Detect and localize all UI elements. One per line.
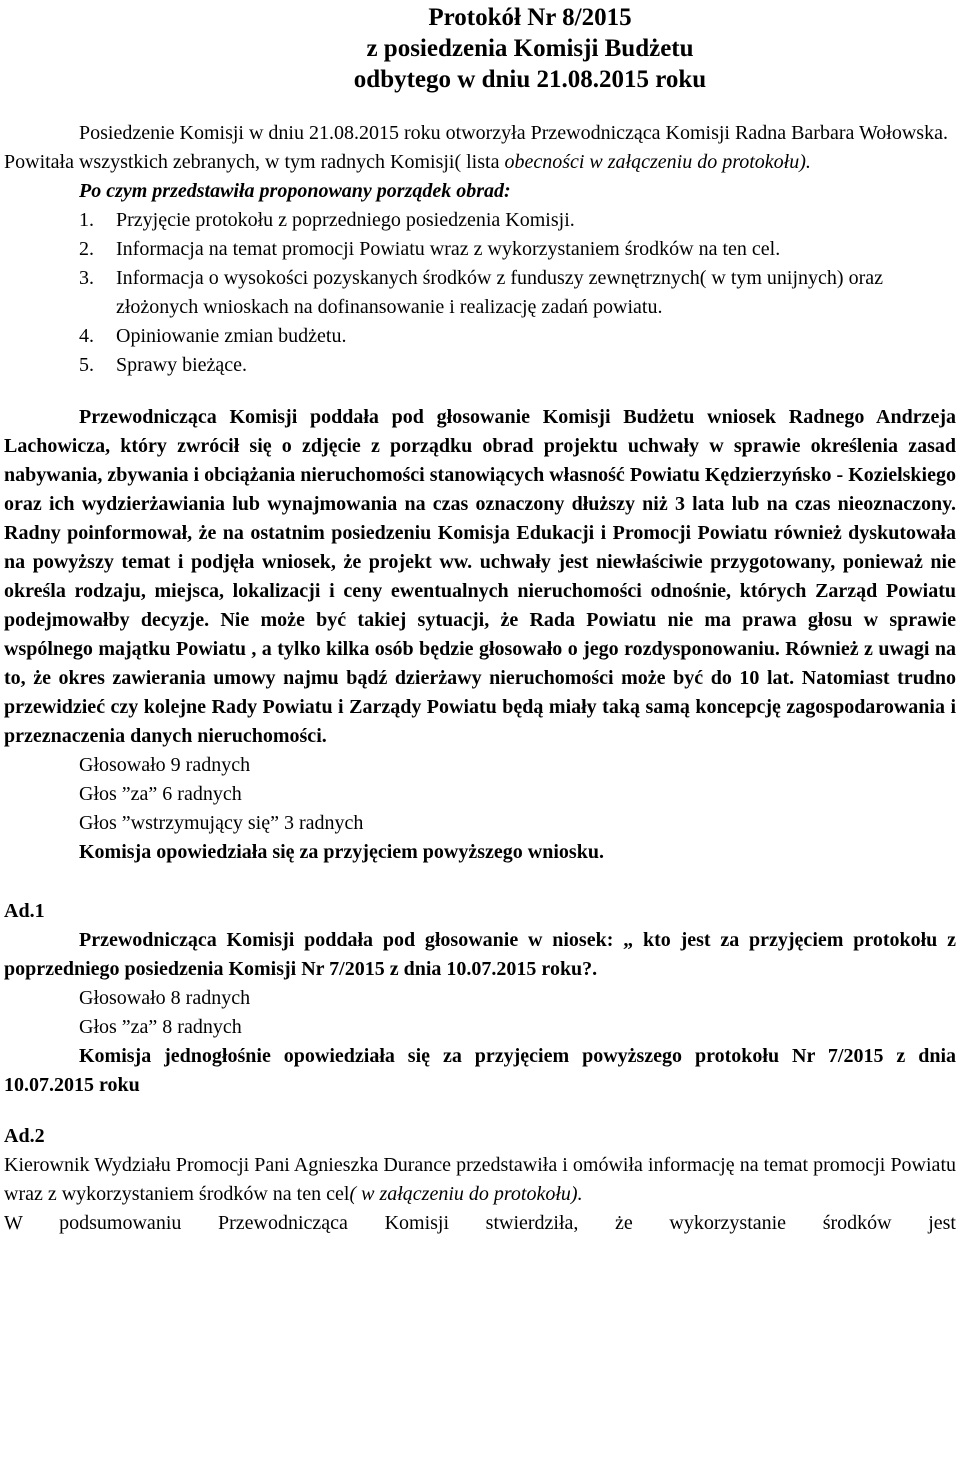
- agenda-item: 5. Sprawy bieżące.: [79, 354, 248, 376]
- ad2-attachment-note: ( w załączeniu do protokołu).: [349, 1183, 583, 1205]
- agenda-item: 3. Informacja o wysokości pozyskanych środków z funduszy zewnętrznych( w tym unijnych) oraz złożonych wnioskach na dofinansowanie i realizację zadań powiatu.: [79, 267, 883, 318]
- agenda-item: 1. Przyjęcie protokołu z poprzedniego posiedzenia Komisji.: [79, 209, 575, 231]
- ad2-text: Kierownik Wydziału Promocji Pani Agnieszka Durance przedstawiła i omówiła informację na temat promocji Powiatu wraz z wykorzystaniem środków na ten cel: [4, 1154, 956, 1205]
- document-header: [104, 0, 956, 95]
- agenda-item: 4. Opiniowanie zmian budżetu.: [79, 325, 347, 347]
- motion-votes: [4, 751, 956, 867]
- document-date-line: odbytego w dniu 21.08.2015 roku: [353, 66, 707, 93]
- document-title: Protokół Nr 8/2015: [428, 4, 632, 31]
- agenda-item: 2. Informacja na temat promocji Powiatu wraz z wykorzystaniem środków na ten cel.: [79, 238, 781, 260]
- ad2-heading: Ad.2: [4, 1125, 45, 1147]
- agenda-list: [4, 206, 956, 380]
- ad2-summary: W podsumowaniu Przewodnicząca Komisji stwierdziła, że wykorzystanie środków jest: [4, 1212, 956, 1234]
- agenda-intro: Po czym przedstawiła proponowany porządek obrad:: [79, 180, 511, 202]
- motion-paragraph: Przewodnicząca Komisji poddała pod głosowanie Komisji Budżetu wniosek Radnego Andrzeja Lachowicza, który zwrócił się o zdjęcie z porządku obrad projektu uchwały w sprawie określenia zasad nabywania, zbywania i obciążania nieruchomości stanowiących własność Powiatu Kędzierzyńsko - Kozielskiego oraz ich wydzierżawiania lub wynajmowania na czas oznaczony dłuższy niż 3 lata lub na czas nieoznaczony. Radny poinformował, że na ostatnim posiedzeniu Komisja Edukacji i Promocji Powiatu również dyskutowała na powyższy temat i podjęła wniosek, że projekt ww. uchwały jest niewłaściwie przygotowany, ponieważ nie określa rodzaju, miejsca, lokalizacji i ceny ewentualnych nieruchomości odnośnie, których Zarząd Powiatu podejmowałby decyzje. Nie może być takiej sytuacji, że Rada Powiatu nie ma prawa głosu w sprawie wspólnego majątku Powiatu , a tylko kilka osób będzie głosowało o jego rozdysponowaniu. Również z uwagi na to, że okres zawierania umowy najmu bądź dzierżawy nieruchomości może być do 10 lat. Natomiast trudno przewidzieć czy kolejne Rady Powiatu i Zarządy Powiatu będą miały taką samą koncepcję zagospodarowania i przeznaczenia danych nieruchomości.: [4, 406, 956, 747]
- ad1-paragraph: Przewodnicząca Komisji poddała pod głosowanie w niosek: „ kto jest za przyjęciem protokołu z poprzedniego posiedzenia Komisji Nr 7/2015 z dnia 10.07.2015 roku?.: [4, 929, 956, 980]
- motion-result: Komisja opowiedziała się za przyjęciem powyższego wniosku.: [79, 841, 604, 863]
- intro-attendance-note: obecności w załączeniu do protokołu).: [504, 151, 811, 173]
- vote-total: Głosowało 9 radnych: [79, 754, 251, 776]
- vote-for: Głos ”za” 8 radnych: [79, 1016, 242, 1038]
- vote-total: Głosowało 8 radnych: [79, 987, 251, 1009]
- vote-abstain: Głos ”wstrzymujący się” 3 radnych: [79, 812, 364, 834]
- intro-paragraph: [4, 119, 956, 177]
- vote-for: Głos ”za” 6 radnych: [79, 783, 242, 805]
- intro-text: Posiedzenie Komisji w dniu 21.08.2015 roku otworzyła Przewodnicząca Komisji Radna Barbara Wołowska. Powitała wszystkich zebranych, w tym radnych Komisji( lista: [4, 122, 948, 173]
- ad1-result: Komisja jednogłośnie opowiedziała się za przyjęciem powyższego protokołu Nr 7/2015 z dnia 10.07.2015 roku: [4, 1045, 956, 1096]
- ad1-heading: Ad.1: [4, 900, 45, 922]
- ad2-paragraph: [4, 1151, 956, 1209]
- ad1-votes: [4, 984, 956, 1042]
- document-subtitle: z posiedzenia Komisji Budżetu: [366, 35, 694, 62]
